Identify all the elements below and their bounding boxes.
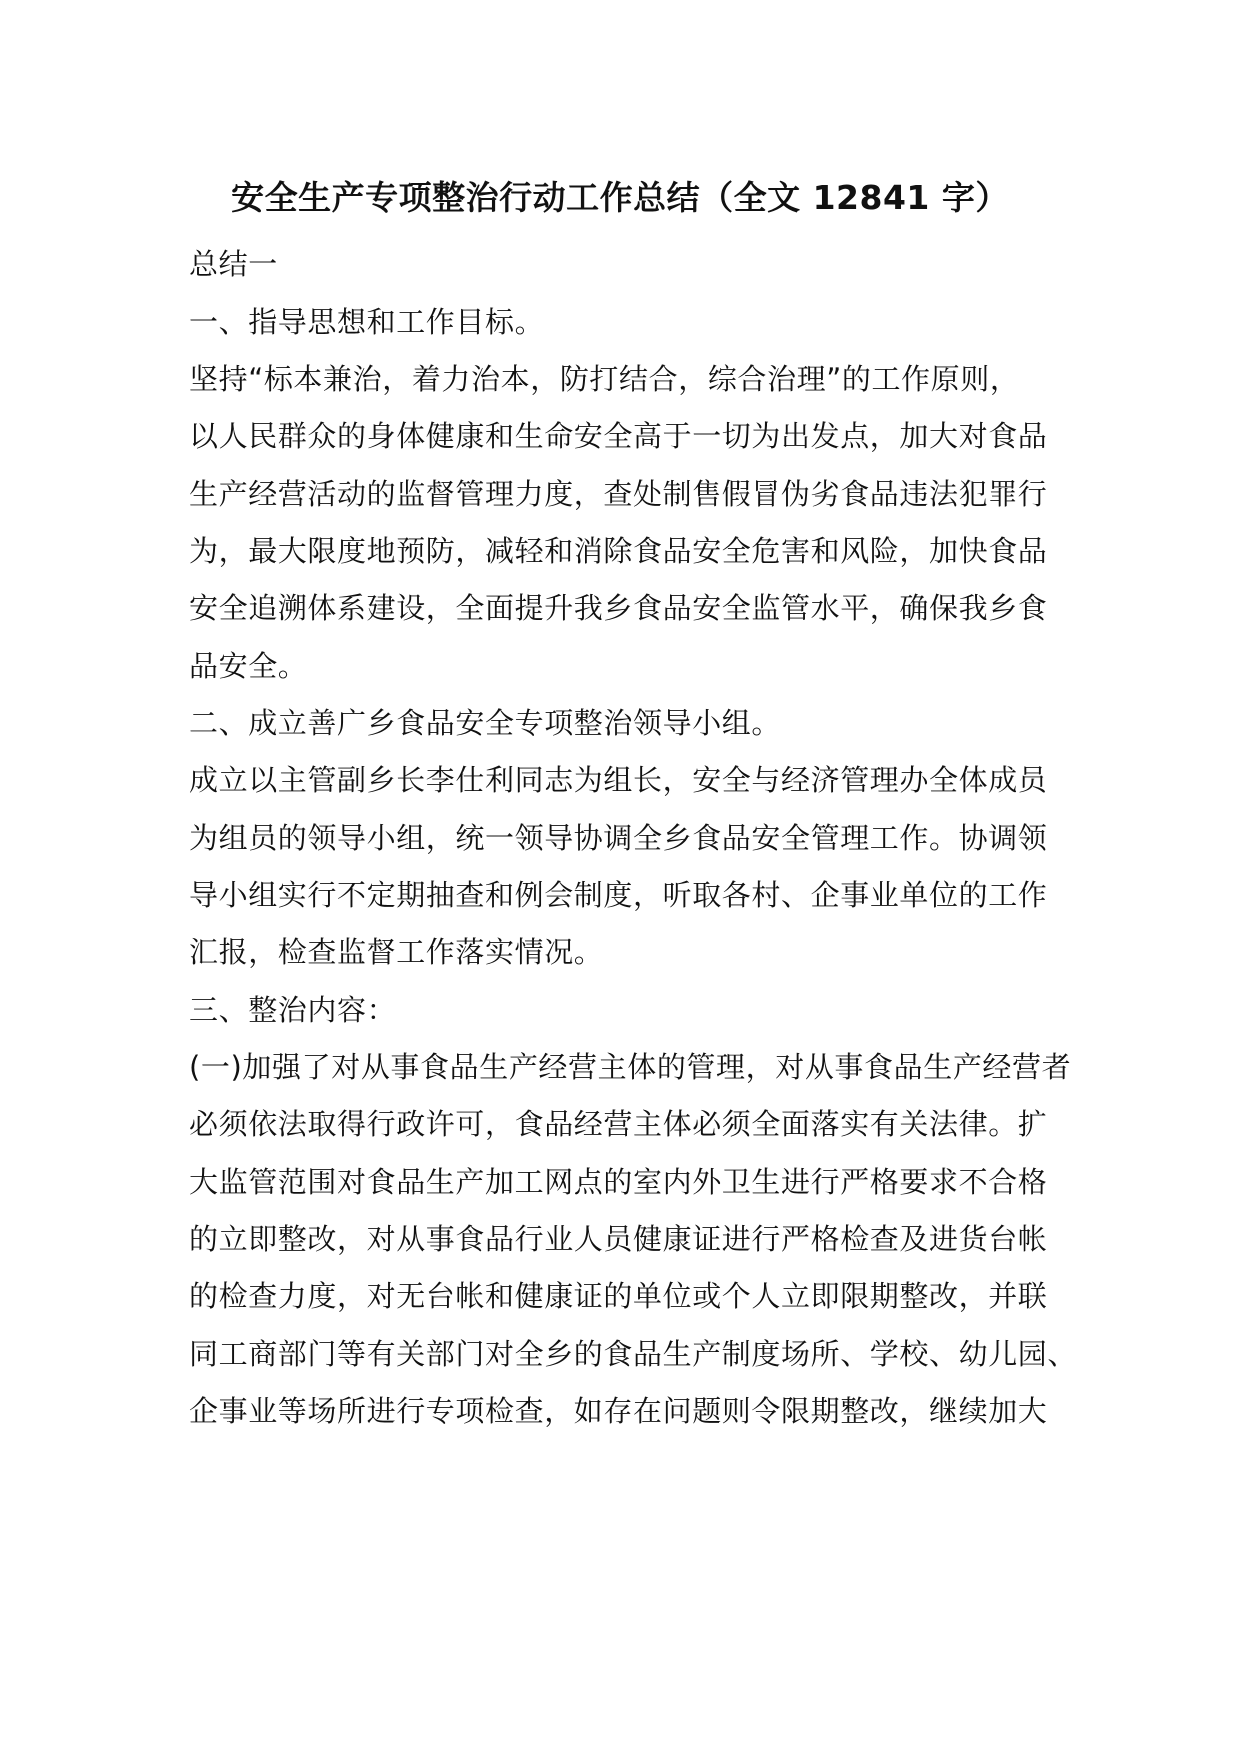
document-title: 安全生产专项整治行动工作总结（全文 12841 字） <box>231 178 1009 217</box>
paragraph-line: 必须依法取得行政许可，食品经营主体必须全面落实有关法律。扩 <box>189 1107 1048 1141</box>
paragraph-line: 大监管范围对食品生产加工网点的室内外卫生进行严格要求不合格 <box>189 1165 1048 1199</box>
paragraph-line: 导小组实行不定期抽查和例会制度，听取各村、企事业单位的工作 <box>189 878 1048 912</box>
paragraph-line: 坚持“标本兼治，着力治本，防打结合，综合治理”的工作原则， <box>189 362 1020 396</box>
paragraph-line: 为，最大限度地预防，减轻和消除食品安全危害和风险，加快食品 <box>189 534 1048 568</box>
paragraph-line: 同工商部门等有关部门对全乡的食品生产制度场所、学校、幼儿园、 <box>189 1337 1078 1371</box>
heading-3: 三、整治内容： <box>189 993 397 1027</box>
paragraph-line: 安全追溯体系建设，全面提升我乡食品安全监管水平，确保我乡食 <box>189 591 1048 625</box>
paragraph-line: 企事业等场所进行专项检查，如存在问题则令限期整改，继续加大 <box>189 1394 1048 1428</box>
paragraph-line: 以人民群众的身体健康和生命安全高于一切为出发点，加大对食品 <box>189 419 1048 453</box>
paragraph-line: 的立即整改，对从事食品行业人员健康证进行严格检查及进货台帐 <box>189 1222 1048 1256</box>
paragraph-line: 为组员的领导小组，统一领导协调全乡食品安全管理工作。协调领 <box>189 821 1048 855</box>
paragraph-line: 成立以主管副乡长李仕利同志为组长，安全与经济管理办全体成员 <box>189 763 1048 797</box>
paragraph-line: 汇报，检查监督工作落实情况。 <box>189 935 604 969</box>
heading-1: 一、指导思想和工作目标。 <box>189 305 545 339</box>
paragraph-line: 的检查力度，对无台帐和健康证的单位或个人立即限期整改，并联 <box>189 1279 1048 1313</box>
paragraph-line: (一)加强了对从事食品生产经营主体的管理，对从事食品生产经营者 <box>189 1050 1072 1084</box>
heading-2: 二、成立善广乡食品安全专项整治领导小组。 <box>189 706 782 740</box>
paragraph-line: 生产经营活动的监督管理力度，查处制售假冒伪劣食品违法犯罪行 <box>189 477 1048 511</box>
paragraph-line: 品安全。 <box>189 649 308 683</box>
section-label: 总结一 <box>189 247 278 281</box>
